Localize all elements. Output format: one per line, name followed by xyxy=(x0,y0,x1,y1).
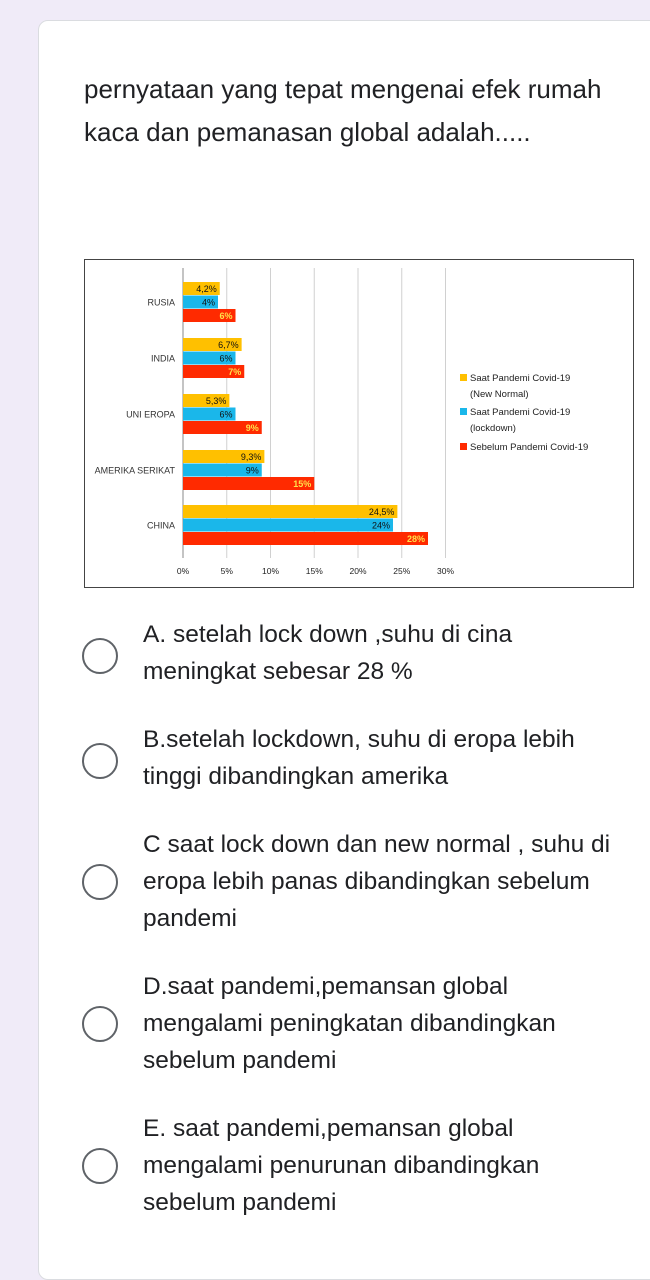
category-label: INDIA xyxy=(150,353,175,364)
option-a[interactable] xyxy=(0,616,650,691)
category-label: CHINA xyxy=(146,520,175,531)
radio-option-b[interactable] xyxy=(82,743,118,779)
data-label: 6,7% xyxy=(218,340,239,350)
legend-label-sub: (lockdown) xyxy=(470,423,516,434)
legend-swatch xyxy=(460,443,467,450)
data-label: 7% xyxy=(228,367,242,377)
radio-option-d[interactable] xyxy=(82,1006,118,1042)
legend-label: Sebelum Pandemi Covid-19 xyxy=(470,442,589,453)
option-b-label[interactable]: B.setelah lockdown, suhu di eropa lebih tinggi dibandingkan amerika xyxy=(143,726,575,790)
option-c[interactable] xyxy=(0,826,650,938)
data-label: 6% xyxy=(219,409,233,420)
option-c-label[interactable]: C saat lock down dan new normal , suhu di eropa lebih panas dibandingkan sebelum pandemi xyxy=(143,831,611,932)
bar-chart xyxy=(85,260,635,589)
x-tick-label: 0% xyxy=(176,566,190,576)
data-label: 15% xyxy=(293,479,312,489)
radio-option-a[interactable] xyxy=(82,638,118,674)
data-label: 6% xyxy=(219,353,233,364)
category-label: UNI EROPA xyxy=(126,409,175,420)
data-label: 28% xyxy=(406,534,425,544)
data-label: 5,3% xyxy=(205,396,227,406)
legend-label-sub: (New Normal) xyxy=(470,389,529,400)
x-tick-label: 30% xyxy=(436,566,455,576)
option-d[interactable] xyxy=(0,968,650,1080)
category-label: RUSIA xyxy=(147,297,175,308)
chart-image xyxy=(84,259,634,588)
bar-china-s1 xyxy=(183,519,393,532)
data-label: 4% xyxy=(201,297,215,308)
legend-swatch xyxy=(460,408,467,415)
data-label: 9% xyxy=(245,423,259,433)
x-tick-label: 25% xyxy=(393,566,411,576)
x-tick-label: 5% xyxy=(220,566,233,576)
x-tick-label: 15% xyxy=(305,566,323,576)
radio-option-c[interactable] xyxy=(82,864,118,900)
data-label: 4,2% xyxy=(196,284,217,294)
bar-china-s2 xyxy=(183,532,428,545)
data-label: 24,5% xyxy=(368,507,395,517)
data-label: 9% xyxy=(245,465,259,476)
data-label: 24% xyxy=(371,520,390,531)
option-d-label[interactable]: D.saat pandemi,pemansan global mengalami peningkatan dibandingkan sebelum pandemi xyxy=(143,973,556,1074)
radio-option-e[interactable] xyxy=(82,1148,118,1184)
category-label: AMERIKA SERIKAT xyxy=(94,465,175,476)
question-text: pernyataan yang tepat mengenai efek rumah kaca dan pemanasan global adalah..... xyxy=(84,74,602,147)
option-b[interactable] xyxy=(0,721,650,796)
legend-swatch xyxy=(460,374,467,381)
x-tick-label: 20% xyxy=(349,566,367,576)
legend-label: Saat Pandemi Covid-19 xyxy=(470,373,571,384)
legend-label: Saat Pandemi Covid-19 xyxy=(470,407,571,418)
option-e[interactable] xyxy=(0,1110,650,1222)
data-label: 6% xyxy=(219,311,233,321)
data-label: 9,3% xyxy=(240,452,262,462)
option-a-label[interactable]: A. setelah lock down ,suhu di cina meningkat sebesar 28 % xyxy=(143,621,513,685)
x-tick-label: 10% xyxy=(261,566,280,576)
option-e-label[interactable]: E. saat pandemi,pemansan global mengalami penurunan dibandingkan sebelum pandemi xyxy=(143,1115,540,1216)
bar-china-s0 xyxy=(183,505,397,518)
